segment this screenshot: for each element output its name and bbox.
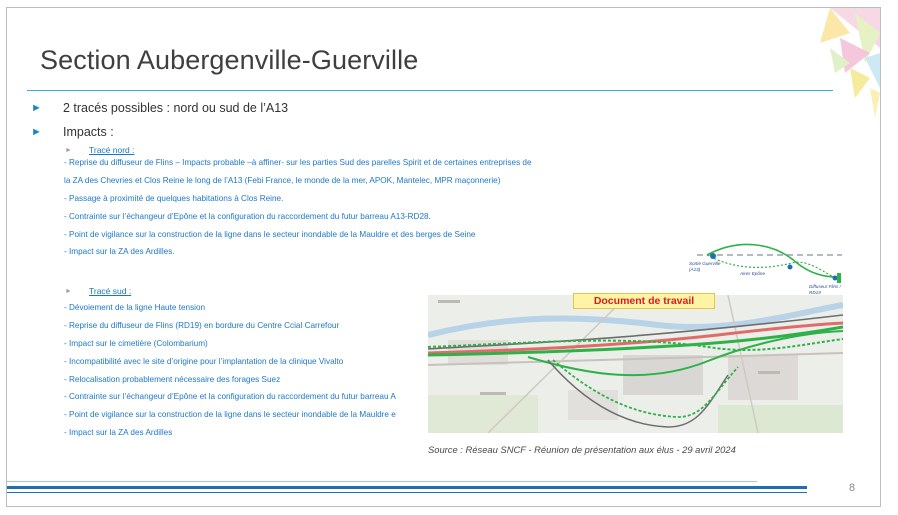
slide-title: Section Aubergenville-Guerville xyxy=(40,45,419,75)
decorative-triangles-icon xyxy=(770,8,880,158)
mini-label-epone: Aires Epône xyxy=(740,271,766,276)
list-item: la ZA des Chevries et Clos Reine le long de l’A13 (Febi France, le monde de la mer, APOK, Mantelec, MPR maçonnerie) xyxy=(64,175,501,185)
sub-bullet-triangle-icon: ► xyxy=(65,146,72,154)
mini-label-guerville: Sortie Guerville (A13) xyxy=(689,261,721,272)
title-divider xyxy=(27,90,833,91)
trace-sud-list xyxy=(64,299,396,442)
bullet-text: Impacts : xyxy=(63,125,114,139)
sub-bullet-triangle-icon: ► xyxy=(65,287,72,295)
bullet-impacts xyxy=(31,125,114,139)
list-item: - Contrainte sur l’échangeur d’Epône et la configuration du raccordement du futur barreau A xyxy=(64,392,396,402)
list-item: - Impact sur le cimetière (Colombarium) xyxy=(64,338,208,348)
mini-route-schematic xyxy=(677,241,842,301)
list-item: - Dévoiement de la ligne Haute tension xyxy=(64,303,206,312)
list-item: - Impact sur la ZA des Ardilles xyxy=(64,428,173,438)
working-document-tag: Document de travail xyxy=(573,293,715,309)
map-source-caption: Source : Réseau SNCF - Réunion de présentation aux élus - 29 avril 2024 xyxy=(428,444,736,455)
route-map-image-icon xyxy=(428,295,843,433)
route-map xyxy=(428,295,843,433)
list-item: - Incompatibilité avec le site d’origine pour l’implantation de la clinique Vivalto xyxy=(64,356,344,366)
trace-nord-label: Tracé nord : xyxy=(89,145,135,155)
trace-sud-label: Tracé sud : xyxy=(89,286,132,296)
mini-label-flins: Diffuseur Flins / RD19 xyxy=(809,284,841,295)
list-item: - Passage à proximité de quelques habitations à Clos Reine. xyxy=(64,193,284,203)
bullet-two-routes xyxy=(31,101,288,115)
bullet-arrow-icon: ► xyxy=(31,126,42,138)
bullet-arrow-icon: ► xyxy=(31,102,42,114)
list-item: - Contrainte sur l’échangeur d’Epône et la configuration du raccordement du futur barreau A13-RD28. xyxy=(64,211,431,221)
trace-nord-list xyxy=(64,154,532,261)
list-item: - Reprise du diffuseur de Flins – Impacts probable –à affiner- sur les parties Sud des parelles Spirit et de certaines entreprises de xyxy=(64,158,532,167)
footer-thin-line xyxy=(7,481,757,482)
list-item: - Relocalisation probablement nécessaire des forages Suez xyxy=(64,374,281,384)
footer-bar-secondary xyxy=(7,492,807,493)
list-item: - Point de vigilance sur la construction de la ligne dans le secteur inondable de la Mauldre et des berges de Seine xyxy=(64,229,476,239)
footer-bar xyxy=(7,486,807,489)
bullet-text: 2 tracés possibles : nord ou sud de l’A13 xyxy=(63,101,289,115)
trace-sud-heading xyxy=(65,286,131,296)
page-number: 8 xyxy=(849,482,856,494)
list-item: - Impact sur la ZA des Ardilles. xyxy=(64,247,175,257)
list-item: - Reprise du diffuseur de Flins (RD19) en bordure du Centre Ccial Carrefour xyxy=(64,320,340,330)
slide xyxy=(6,7,881,507)
list-item: - Point de vigilance sur la construction de la ligne dans le secteur inondable de la Mauldre e xyxy=(64,410,396,420)
